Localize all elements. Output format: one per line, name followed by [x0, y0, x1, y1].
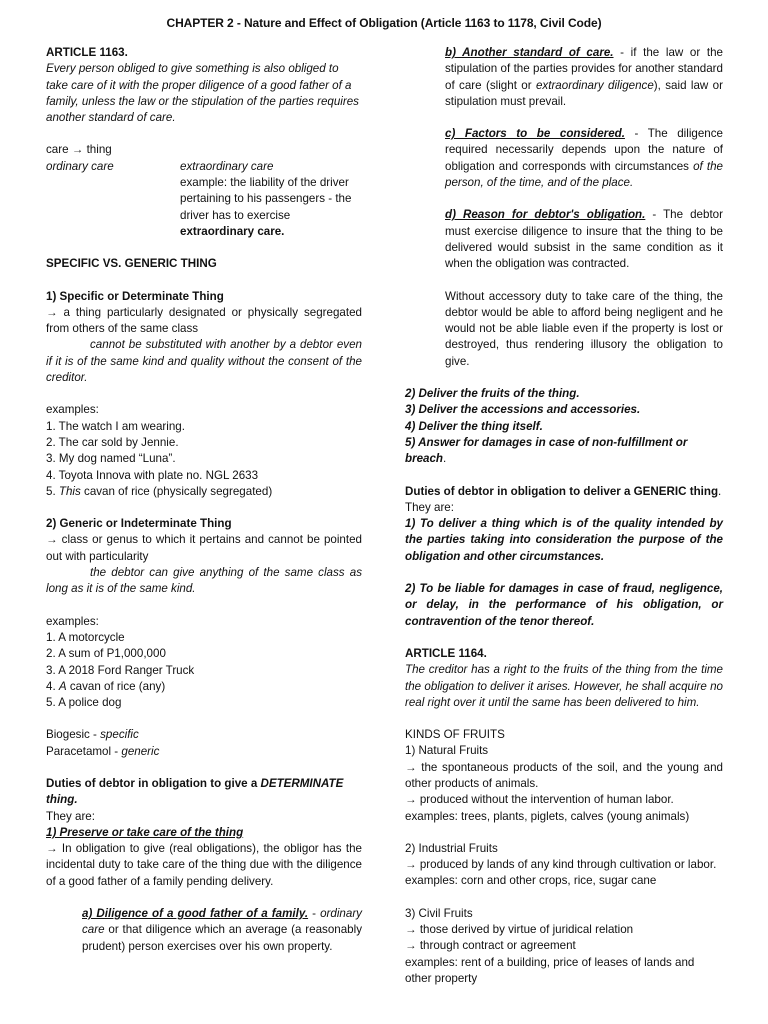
care-thing-line: care → thing: [46, 143, 112, 157]
industrial-fruits-examples: examples: corn and other crops, rice, sugar cane: [405, 874, 657, 888]
diligence-emphasis: ordinary care: [82, 907, 362, 937]
factors-heading: c) Factors to be considered.: [445, 127, 625, 141]
duties-generic-heading: [405, 484, 723, 500]
industrial-fruits-point: → produced by lands of any kind through cultivation or labor.: [405, 858, 717, 872]
another-standard-text-end: ), said law or stipulation must prevail.: [445, 78, 723, 108]
right-column: [405, 45, 723, 987]
spacer: [46, 126, 362, 142]
spacer: [405, 630, 723, 646]
spacer: [405, 711, 723, 727]
biogesic-label: Biogesic -: [46, 728, 101, 742]
reason-paragraph: [445, 207, 723, 272]
natural-fruits-examples: examples: trees, plants, piglets, calves (young animals): [405, 809, 690, 823]
extraordinary-example: [180, 175, 362, 240]
preserve-heading: 1) Preserve or take care of the thing: [46, 825, 244, 839]
natural-fruits-point: → produced without the intervention of human labor.: [405, 793, 674, 807]
duty-item: [405, 435, 723, 468]
spacer: [46, 598, 362, 614]
list-item-number: 4.: [46, 679, 59, 693]
duties-generic-period: .: [718, 484, 722, 498]
reason-text: - The debtor must exercise diligence to insure that the thing to be delivered would subsist in the same condition as it when the obligation was contracted.: [445, 208, 723, 271]
duty-item: 2) Deliver the fruits of the thing.: [405, 387, 580, 401]
spacer: [46, 500, 362, 516]
specific-thing-heading: 1) Specific or Determinate Thing: [46, 289, 224, 303]
article-1163-heading: ARTICLE 1163.: [46, 46, 128, 59]
list-item: 4. Toyota Innova with plate no. NGL 2633: [46, 468, 259, 482]
spacer: [405, 110, 723, 126]
spacer: [46, 240, 362, 256]
preserve-text: → In obligation to give (real obligations), the obligor has the incidental duty to take care of the thing due with the diligence of a good father of a family pending delivery.: [46, 842, 362, 888]
left-column: [46, 45, 362, 955]
examples-label: examples:: [46, 614, 99, 628]
list-item: 2. A sum of P1,000,000: [46, 647, 166, 661]
civil-fruits-point: → through contract or agreement: [405, 939, 576, 953]
duties-determinate-heading: [46, 776, 362, 809]
spacer: [405, 565, 723, 581]
duties-determinate-emphasis: DETERMINATE thing.: [46, 776, 344, 807]
accessory-duty-paragraph: Without accessory duty to take care of the thing, the debtor would be able to afford being negligent and he would not be able liable even if the property is lost or destroyed, thus rendering illusory the obligation to give.: [445, 289, 723, 368]
generic-thing-definition: → class or genus to which it pertains and cannot be pointed out with particularity: [46, 533, 362, 563]
duty-item: 4) Deliver the thing itself.: [405, 419, 543, 433]
specific-vs-generic-heading: SPECIFIC VS. GENERIC THING: [46, 257, 217, 271]
chapter-title: CHAPTER 2 - Nature and Effect of Obligation (Article 1163 to 1178, Civil Code): [166, 16, 602, 30]
list-item: 2. The car sold by Jennie.: [46, 435, 179, 449]
duties-determinate-text: Duties of debtor in obligation to give a: [46, 776, 261, 790]
ordinary-care-label: ordinary care: [46, 159, 114, 173]
spacer: [405, 273, 723, 289]
diligence-heading: a) Diligence of a good father of a family.: [82, 907, 309, 921]
list-item: 1. A motorcycle: [46, 630, 125, 644]
kinds-of-fruits-heading: KINDS OF FRUITS: [405, 728, 505, 742]
generic-thing-heading: 2) Generic or Indeterminate Thing: [46, 517, 232, 531]
spacer: [46, 890, 362, 906]
spacer: [46, 273, 362, 289]
specific-thing-definition: → a thing particularly designated or physically segregated from others of the same class: [46, 305, 362, 336]
article-1163-text: Every person obliged to give something is also obliged to take care of it with the proper diligence of a good father of a family, unless the law or the stipulation of the parties requires another standard of care.: [46, 62, 359, 125]
factors-emphasis: of the person, of the time, and of the place.: [445, 159, 723, 190]
spacer: [46, 386, 362, 402]
duty-item-text: 5) Answer for damages in case of non-fulfillment or breach: [405, 435, 688, 466]
extraordinary-care-label: extraordinary care: [180, 159, 274, 173]
duty-item-period: .: [443, 452, 447, 466]
factors-text: - The diligence required necessarily depends upon the nature of obligation and corresponds with circumstances: [445, 127, 724, 173]
extraordinary-example-text: example: the liability of the driver pertaining to his passengers - the driver has to exercise: [180, 176, 352, 222]
diligence-paragraph: [82, 906, 362, 955]
reason-heading: d) Reason for debtor's obligation.: [445, 208, 646, 222]
another-standard-heading: b) Another standard of care.: [445, 46, 614, 59]
care-comparison: [46, 159, 362, 240]
generic-duty-2: 2) To be liable for damages in case of fraud, negligence, or delay, in the performance of his obligation, or contravention of the tenor thereof.: [405, 582, 723, 628]
they-are-label: They are:: [405, 500, 454, 514]
list-item: 3. A 2018 Ford Ranger Truck: [46, 663, 195, 677]
industrial-fruits-heading: 2) Industrial Fruits: [405, 841, 498, 855]
civil-fruits-point: → those derived by virtue of juridical relation: [405, 923, 634, 937]
natural-fruits-heading: 1) Natural Fruits: [405, 744, 489, 758]
generic-duty-1: 1) To deliver a thing which is of the quality intended by the parties taking into consideration the purpose of the obligation and other circumstances.: [405, 517, 723, 563]
paracetamol-label: Paracetamol -: [46, 744, 122, 758]
list-item: [46, 679, 362, 695]
natural-fruits-point: → the spontaneous products of the soil, and the young and other products of animals.: [405, 760, 723, 790]
spacer: [46, 760, 362, 776]
biogesic-value: specific: [100, 728, 139, 742]
another-standard-paragraph: [445, 45, 723, 110]
civil-fruits-examples: examples: rent of a building, price of leases of lands and other property: [405, 955, 695, 985]
duties-generic-text: Duties of debtor in obligation to deliver a GENERIC thing: [405, 484, 719, 498]
list-item-text: cavan of rice (any): [66, 679, 166, 693]
paracetamol-line: [46, 744, 362, 760]
spacer: [405, 468, 723, 484]
list-item-number: 5.: [46, 484, 59, 498]
list-item: 1. The watch I am wearing.: [46, 419, 185, 433]
list-item-emphasis: This: [58, 484, 81, 498]
article-1164-text: The creditor has a right to the fruits of the thing from the time the obligation to deliver it arises. However, he shall acquire no real right over it until the same has been delivered to him.: [405, 663, 723, 709]
diligence-text: or that diligence which an average (a reasonably prudent) person exercises over his own property.: [82, 923, 362, 953]
civil-fruits-heading: 3) Civil Fruits: [405, 906, 473, 920]
specific-thing-note: cannot be substituted with another by a debtor even if it is of the same kind and quality without the consent of the creditor.: [46, 338, 362, 385]
spacer: [46, 711, 362, 727]
paracetamol-value: generic: [121, 744, 160, 758]
spacer: [405, 825, 723, 841]
generic-thing-note: the debtor can give anything of the same class as long as it is of the same kind.: [46, 566, 362, 596]
biogesic-line: [46, 727, 362, 743]
spacer: [405, 370, 723, 386]
list-item: [46, 484, 362, 500]
list-item: 5. A police dog: [46, 696, 122, 710]
extraordinary-example-bold: extraordinary care.: [180, 224, 285, 238]
list-item-text: cavan of rice (physically segregated): [80, 484, 273, 498]
list-item: 3. My dog named “Luna”.: [46, 452, 176, 466]
another-standard-emphasis: extraordinary diligence: [535, 78, 654, 92]
duty-item: 3) Deliver the accessions and accessories.: [405, 403, 641, 417]
spacer: [405, 890, 723, 906]
another-standard-text: - if the law or the stipulation of the parties provides for another standard of care (slight or: [445, 46, 723, 92]
examples-label: examples:: [46, 403, 99, 417]
article-1164-heading: ARTICLE 1164.: [405, 646, 487, 660]
factors-paragraph: [445, 126, 723, 191]
diligence-dash: -: [308, 907, 321, 921]
spacer: [405, 191, 723, 207]
they-are-label: They are:: [46, 809, 95, 823]
list-item-emphasis: A: [58, 679, 67, 693]
